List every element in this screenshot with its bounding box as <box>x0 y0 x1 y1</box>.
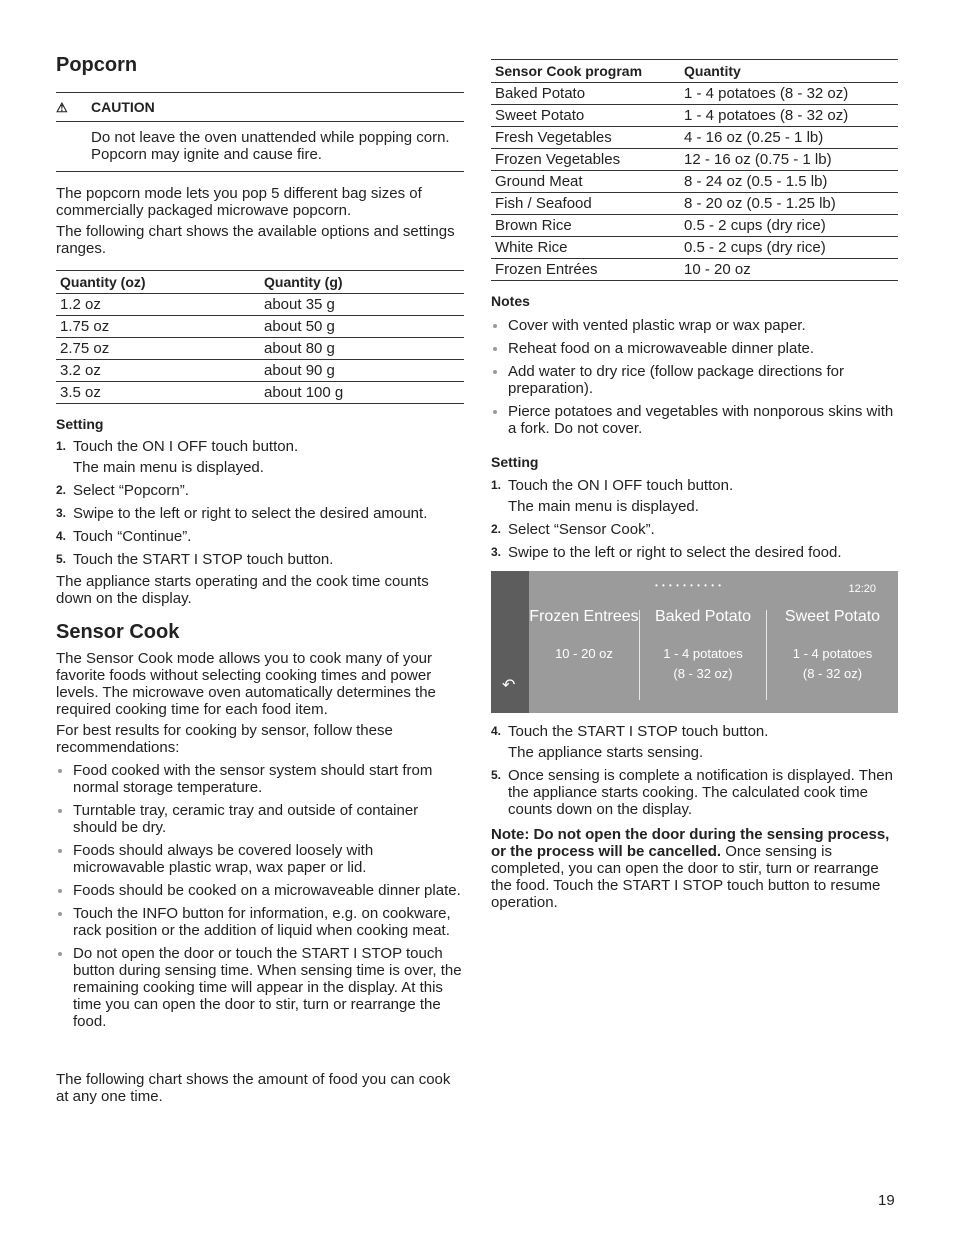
back-button[interactable] <box>491 571 529 713</box>
table-cell: 0.5 - 2 cups (dry rice) <box>680 237 898 259</box>
step-number: 2. <box>491 522 502 536</box>
table-cell: 0.5 - 2 cups (dry rice) <box>680 215 898 237</box>
popcorn-steps <box>56 438 464 568</box>
step-number: 4. <box>56 529 67 543</box>
step-number: 5. <box>491 768 502 782</box>
page-number: 19 <box>878 1192 895 1209</box>
sensor-steps-a <box>491 477 898 561</box>
table-row <box>56 338 464 360</box>
display-option-name: Frozen Entrees <box>529 608 639 625</box>
step-text: Select “Popcorn”. <box>73 482 189 499</box>
sensor-cook-heading: Sensor Cook <box>56 621 180 643</box>
table-cell: 4 - 16 oz (0.25 - 1 lb) <box>680 127 898 149</box>
step-number: 2. <box>56 483 67 497</box>
display-option-name: Sweet Potato <box>784 608 881 625</box>
step-number: 1. <box>491 478 502 492</box>
table-cell: about 90 g <box>260 360 464 382</box>
table-row <box>491 83 898 105</box>
step-item <box>56 482 464 499</box>
step-subtext: The appliance starts sensing. <box>508 744 704 761</box>
warning-icon: ⚠ <box>56 99 68 115</box>
step-number: 3. <box>491 545 502 559</box>
sensor-intro-2: For best results for cooking by sensor, follow these recommendations: <box>56 722 393 756</box>
list-item: Food cooked with the sensor system should start from normal storage temperature. <box>56 762 464 796</box>
table-cell: Sweet Potato <box>491 105 680 127</box>
popcorn-intro-1: The popcorn mode lets you pop 5 different bag sizes of commercially packaged microwave popcorn. <box>56 185 422 219</box>
oven-display-screenshot <box>491 571 898 713</box>
step-item <box>491 477 898 515</box>
display-option-quantity-detail: (8 - 32 oz) <box>802 666 863 681</box>
step-subtext: The main menu is displayed. <box>73 459 264 476</box>
list-item: Do not open the door or touch the START I STOP touch button during sensing time. When sensing time is over, the remaining cooking time will appear in the display. At this time you can open the door to stir, turn or rearrange the food. <box>56 945 464 1030</box>
table-cell: 1.2 oz <box>56 294 260 316</box>
list-item: Add water to dry rice (follow package directions for preparation). <box>491 363 898 397</box>
table-cell: Baked Potato <box>491 83 680 105</box>
table-row <box>491 171 898 193</box>
caution-text: Do not leave the oven unattended while popping corn. Popcorn may ignite and cause fire. <box>91 129 450 163</box>
step-text: Select “Sensor Cook”. <box>508 521 655 538</box>
step-item <box>491 767 898 818</box>
step-item <box>56 438 464 476</box>
table-row <box>491 149 898 171</box>
table-header: Sensor Cook program <box>491 60 680 83</box>
display-option-baked-potato[interactable] <box>640 607 766 684</box>
table-cell: about 100 g <box>260 382 464 404</box>
popcorn-table <box>56 270 464 404</box>
step-number: 1. <box>56 439 67 453</box>
sensor-cook-table <box>491 59 898 281</box>
table-cell: 8 - 24 oz (0.5 - 1.5 lb) <box>680 171 898 193</box>
table-cell: Fish / Seafood <box>491 193 680 215</box>
table-cell: 12 - 16 oz (0.75 - 1 lb) <box>680 149 898 171</box>
step-text: Touch the START I STOP touch button. <box>508 723 769 740</box>
sensor-intro-1: The Sensor Cook mode allows you to cook many of your favorite foods without selecting cooking times and power levels. The microwave oven automatically determines the required cooking time for each food item. <box>56 650 436 718</box>
table-cell: about 80 g <box>260 338 464 360</box>
step-number: 3. <box>56 506 67 520</box>
table-cell: 1 - 4 potatoes (8 - 32 oz) <box>680 83 898 105</box>
sensor-steps-b <box>491 723 898 818</box>
table-row <box>491 215 898 237</box>
table-cell: about 35 g <box>260 294 464 316</box>
popcorn-setting-heading: Setting <box>56 416 104 432</box>
display-option-quantity-detail: (8 - 32 oz) <box>673 666 733 681</box>
notes-list <box>491 317 898 437</box>
table-cell: about 50 g <box>260 316 464 338</box>
table-cell: 1 - 4 potatoes (8 - 32 oz) <box>680 105 898 127</box>
sensor-closing-text: The following chart shows the amount of food you can cook at any one time. <box>56 1071 451 1105</box>
list-item: Turntable tray, ceramic tray and outside of container should be dry. <box>56 802 464 836</box>
step-item <box>491 521 898 538</box>
step-item <box>491 544 898 561</box>
note-bold-text: Note: Do not open the door during the sensing process, or the process will be cancelled. <box>491 826 890 860</box>
table-cell: 8 - 20 oz (0.5 - 1.25 lb) <box>680 193 898 215</box>
sensor-recommendations <box>56 762 464 1030</box>
note-text: Once sensing is completed, you can open the door to stir, turn or rearrange the food. Touch the START I STOP touch button to resume operation. <box>491 843 881 911</box>
display-option-quantity: 1 - 4 potatoes <box>792 646 873 661</box>
step-text: Touch the ON I OFF touch button. <box>508 477 734 494</box>
step-number: 4. <box>491 724 502 738</box>
sensor-setting-heading: Setting <box>491 454 539 470</box>
step-text: Touch the START I STOP touch button. <box>73 551 334 568</box>
step-item <box>56 505 464 522</box>
caution-box <box>56 92 464 172</box>
step-text: Once sensing is complete a notification is displayed. Then the appliance starts cooking. The calculated cook time counts down on the display. <box>508 767 893 818</box>
caution-label: CAUTION <box>91 98 155 115</box>
step-number: 5. <box>56 552 67 566</box>
table-cell: Fresh Vegetables <box>491 127 680 149</box>
step-item <box>56 551 464 568</box>
table-cell: 3.2 oz <box>56 360 260 382</box>
step-text: Touch the ON I OFF touch button. <box>73 438 299 455</box>
popcorn-intro-2: The following chart shows the available options and settings ranges. <box>56 223 455 257</box>
caution-header <box>56 93 464 122</box>
table-cell: 2.75 oz <box>56 338 260 360</box>
table-row <box>56 316 464 338</box>
table-row <box>491 127 898 149</box>
step-item <box>56 528 464 545</box>
step-text: Touch “Continue”. <box>73 528 192 545</box>
list-item: Touch the INFO button for information, e.g. on cookware, rack position or the addition of liquid when cooking meat. <box>56 905 464 939</box>
display-clock: 12:20 <box>848 583 876 595</box>
table-cell: 10 - 20 oz <box>680 259 898 281</box>
popcorn-after-text: The appliance starts operating and the cook time counts down on the display. <box>56 573 429 607</box>
back-arrow-icon: ↶ <box>502 677 516 694</box>
display-option-sweet-potato[interactable] <box>767 607 898 684</box>
list-item: Reheat food on a microwaveable dinner plate. <box>491 340 898 357</box>
sensing-note <box>491 826 898 911</box>
table-cell: Ground Meat <box>491 171 680 193</box>
step-item <box>491 723 898 761</box>
table-cell: White Rice <box>491 237 680 259</box>
table-row <box>491 237 898 259</box>
display-option-name: Baked Potato <box>654 608 752 625</box>
notes-heading: Notes <box>491 293 530 309</box>
table-cell: Frozen Vegetables <box>491 149 680 171</box>
display-option-quantity: 1 - 4 potatoes <box>663 646 743 661</box>
list-item: Pierce potatoes and vegetables with nonporous skins with a fork. Do not cover. <box>491 403 898 437</box>
page-indicator: • • • • • • • • • • <box>655 581 723 590</box>
table-cell: Brown Rice <box>491 215 680 237</box>
popcorn-heading: Popcorn <box>56 54 138 76</box>
step-subtext: The main menu is displayed. <box>508 498 699 515</box>
table-row <box>56 360 464 382</box>
table-cell: 3.5 oz <box>56 382 260 404</box>
table-row <box>491 105 898 127</box>
table-cell: 1.75 oz <box>56 316 260 338</box>
table-header: Quantity (oz) <box>56 271 260 294</box>
list-item: Foods should be cooked on a microwaveable dinner plate. <box>56 882 464 899</box>
step-text: Swipe to the left or right to select the desired food. <box>508 544 842 561</box>
list-item: Cover with vented plastic wrap or wax paper. <box>491 317 898 334</box>
table-row <box>56 294 464 316</box>
list-item: Foods should always be covered loosely with microwavable plastic wrap, wax paper or lid. <box>56 842 464 876</box>
table-header: Quantity (g) <box>260 271 464 294</box>
table-header: Quantity <box>680 60 898 83</box>
table-cell: Frozen Entrées <box>491 259 680 281</box>
table-row <box>56 382 464 404</box>
display-option-frozen-entrees[interactable] <box>529 607 639 664</box>
display-option-quantity: 10 - 20 oz <box>555 646 613 661</box>
step-text: Swipe to the left or right to select the desired amount. <box>73 505 428 522</box>
table-row <box>491 259 898 281</box>
table-row <box>491 193 898 215</box>
